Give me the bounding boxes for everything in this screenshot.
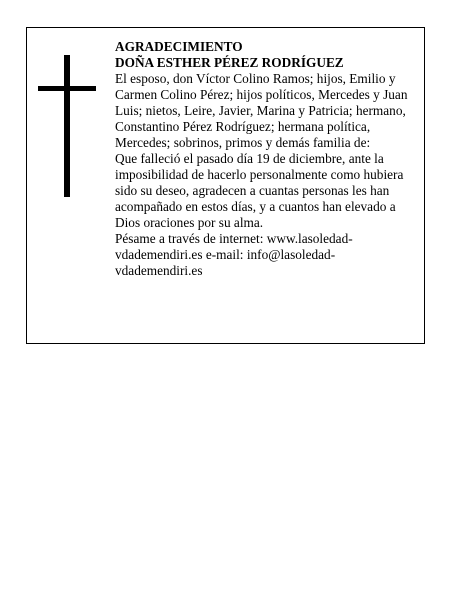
cross-icon-horizontal-bar: [38, 86, 96, 91]
notice-line: Luis; nietos, Leire, Javier, Marina y Patricia; hermano,: [115, 103, 406, 118]
notice-line: El esposo, don Víctor Colino Ramos; hijos, Emilio y: [115, 71, 396, 86]
notice-heading: AGRADECIMIENTO: [115, 39, 243, 54]
notice-line: Mercedes; sobrinos, primos y demás familia de:: [115, 135, 371, 150]
notice-text: [115, 39, 419, 279]
notice-line: imposibilidad de hacerlo personalmente como hubiera: [115, 167, 404, 182]
cross-icon-vertical-bar: [64, 55, 70, 197]
notice-line: Constantino Pérez Rodríguez; hermana política,: [115, 119, 371, 134]
condolence-email-line: vdademendiri.es e-mail: info@lasoledad-: [115, 247, 336, 262]
obituary-notice: [26, 27, 425, 344]
notice-line: Que falleció el pasado día 19 de diciembre, ante la: [115, 151, 384, 166]
notice-line: acompañado en estos días, y a cuantos han elevado a: [115, 199, 396, 214]
condolence-link-line: Pésame a través de internet: www.lasoledad-: [115, 231, 353, 246]
notice-line: sido su deseo, agradecen a cuantas personas les han: [115, 183, 390, 198]
notice-line: Carmen Colino Pérez; hijos políticos, Mercedes y Juan: [115, 87, 408, 102]
notice-line: Dios oraciones por su alma.: [115, 215, 264, 230]
deceased-name: DOÑA ESTHER PÉREZ RODRÍGUEZ: [115, 55, 344, 70]
condolence-domain-line: vdademendiri.es: [115, 263, 203, 278]
